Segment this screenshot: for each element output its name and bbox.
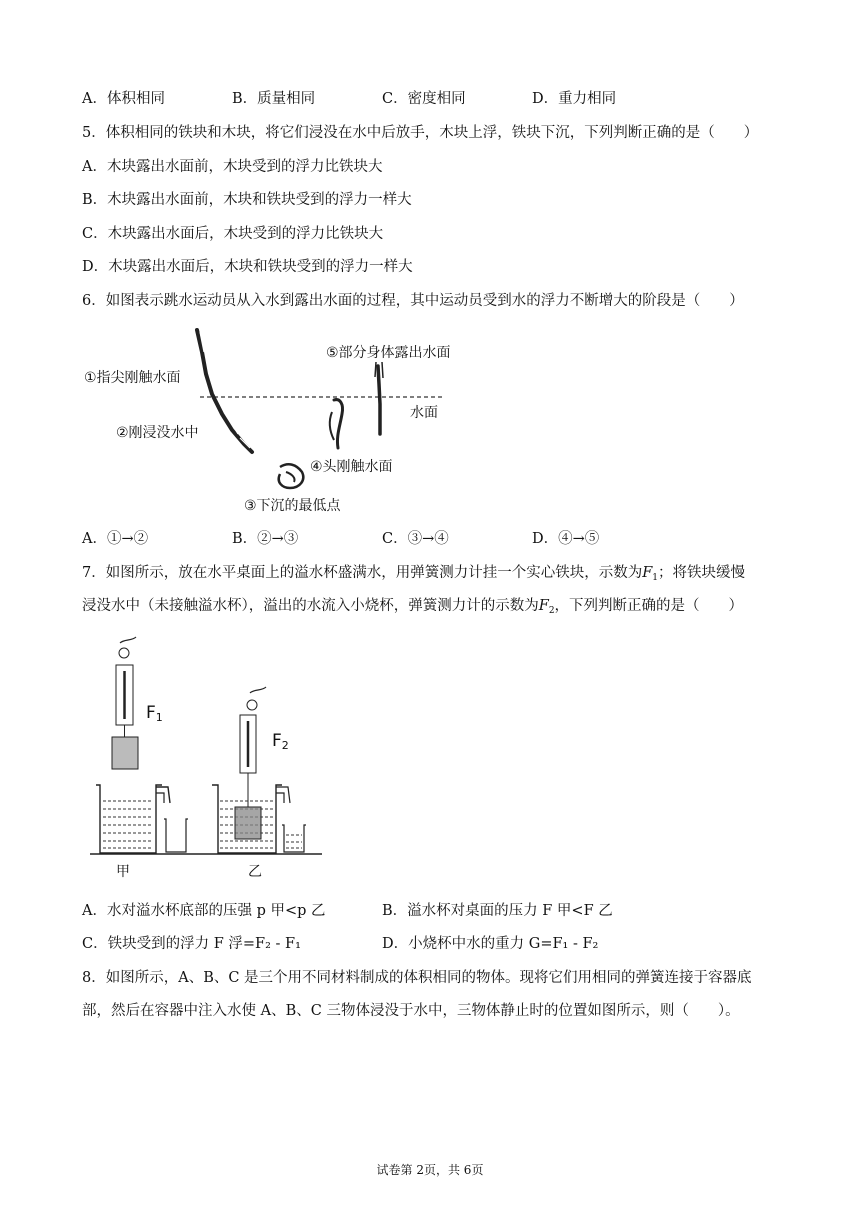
- q5-option-b: B．木块露出水面前，木块和铁块受到的浮力一样大: [82, 192, 412, 208]
- q7-option-a: A．水对溢水杯底部的压强 p 甲<p 乙: [82, 903, 326, 919]
- label-jia: 甲: [116, 864, 130, 880]
- q7-option-d: D．小烧杯中水的重力 G=F₁ - F₂: [382, 936, 599, 952]
- diver-head-surface-figure: [334, 400, 343, 448]
- hand-icon-b: [250, 687, 266, 693]
- q8-stem-line1: 8．如图所示，A、B、C 是三个用不同材料制成的体积相同的物体。现将它们用相同的弹簧连接于容器底: [82, 970, 752, 986]
- q4-option-b: B．质量相同: [232, 91, 316, 107]
- iron-block-a: [112, 737, 138, 769]
- q6-option-c: C．③→④: [382, 531, 449, 547]
- small-beaker-a: [164, 819, 188, 852]
- q6-option-b: B．②→③: [232, 531, 299, 547]
- label-yi: 乙: [248, 864, 262, 880]
- q5-option-a: A．木块露出水面前，木块受到的浮力比铁块大: [82, 159, 383, 175]
- q7-option-c: C．铁块受到的浮力 F 浮=F₂ - F₁: [82, 936, 301, 952]
- page-footer: 试卷第 2页，共 6页: [376, 1163, 484, 1177]
- label-partial-out: ⑤部分身体露出水面: [326, 345, 451, 361]
- diver-entry-figure: [197, 330, 252, 452]
- q6-stem: 6．如图表示跳水运动员从入水到露出水面的过程，其中运动员受到水的浮力不断增大的阶段是（ ）: [82, 293, 744, 309]
- q4-option-a: A．体积相同: [82, 91, 165, 107]
- label-f2: $F_2$: [272, 731, 289, 752]
- q7-stem-line2: 浸没水中（未接触溢水杯），溢出的水流入小烧杯，弹簧测力计的示数为$F_2$，下列判断正确的是（ ）: [82, 598, 744, 616]
- diver-figure: [82, 322, 482, 518]
- overflow-cup-figure: [90, 635, 330, 885]
- overflow-cup-a: [96, 785, 162, 853]
- label-lowest-point: ③下沉的最低点: [244, 498, 341, 514]
- overflow-cup-illustration: [90, 635, 330, 885]
- label-fingertip-touch: ①指尖刚触水面: [84, 370, 181, 386]
- q5-option-c: C．木块露出水面后，木块受到的浮力比铁块大: [82, 226, 384, 242]
- hand-icon-a: [120, 637, 136, 643]
- q5-option-d: D．木块露出水面后，木块和铁块受到的浮力一样大: [82, 259, 413, 275]
- q4-option-d: D．重力相同: [532, 91, 617, 107]
- q6-option-d: D．④→⑤: [532, 531, 600, 547]
- label-head-touch: ④头刚触水面: [310, 459, 393, 475]
- label-f1: $F_1$: [146, 703, 163, 724]
- q6-option-a: A．①→②: [82, 531, 149, 547]
- diver-lowest-figure: [279, 464, 304, 488]
- q8-stem-line2: 部，然后在容器中注入水使 A、B、C 三物体浸没于水中，三物体静止时的位置如图所示，则（ ）。: [82, 1003, 740, 1019]
- q4-option-c: C．密度相同: [382, 91, 466, 107]
- diver-partial-out-figure: [378, 366, 380, 434]
- q7-option-b: B．溢水杯对桌面的压力 F 甲<F 乙: [382, 903, 613, 919]
- q7-stem-line1: 7．如图所示，放在水平桌面上的溢水杯盛满水，用弹簧测力计挂一个实心铁块，示数为$F_1$；将铁块缓慢: [82, 565, 746, 583]
- label-water-surface: 水面: [410, 405, 438, 421]
- iron-block-b: [235, 807, 261, 839]
- label-just-submerged: ②刚浸没水中: [116, 425, 199, 441]
- q5-stem: 5．体积相同的铁块和木块，将它们浸没在水中后放手，木块上浮，铁块下沉，下列判断正确的是（ ）: [82, 125, 759, 141]
